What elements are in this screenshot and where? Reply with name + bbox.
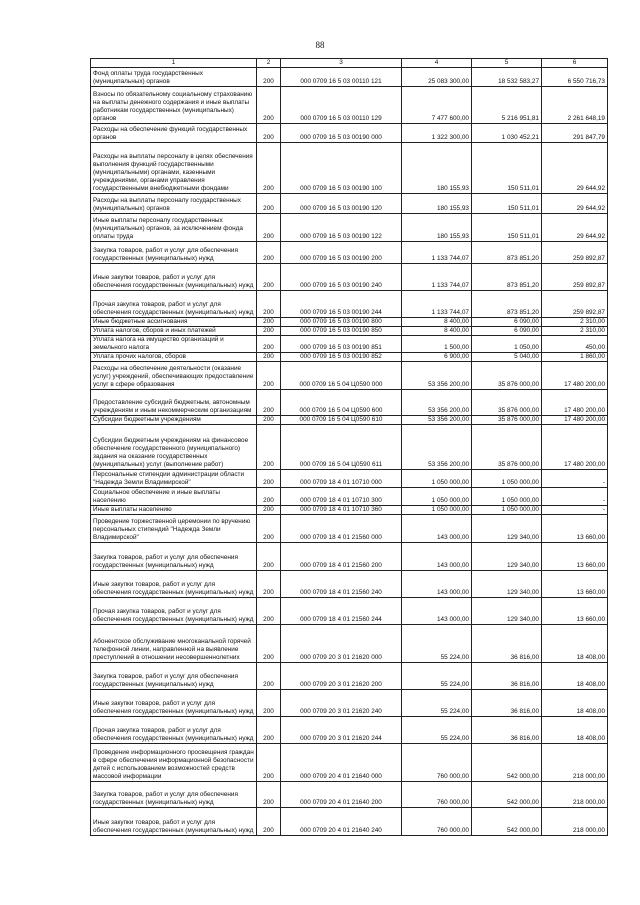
table-row [91, 327, 608, 336]
row-approved: 180 155,93 [402, 194, 472, 214]
table-row [91, 470, 608, 488]
header-col-2: 2 [257, 59, 281, 68]
row-name: Уплата прочих налогов, сборов [91, 353, 257, 362]
row-code: 200 [257, 318, 281, 327]
row-kbk: 000 0709 16 5 04 Ц0590 611 [281, 425, 402, 470]
row-unexecuted: 17 480 200,00 [542, 416, 608, 425]
table-row [91, 264, 608, 291]
table-row [91, 690, 608, 717]
table-row [91, 598, 608, 625]
row-unexecuted: 13 660,00 [542, 515, 608, 543]
row-approved: 180 155,93 [402, 143, 472, 194]
row-kbk: 000 0709 20 4 01 21640 200 [281, 782, 402, 808]
row-executed: 36 816,00 [472, 717, 542, 744]
row-code: 200 [257, 470, 281, 488]
table-row [91, 336, 608, 353]
row-name: Взносы по обязательному социальному страхованию на выплаты денежного содержания и иные выплаты работникам государственных (муниципальных) органов [91, 87, 257, 124]
row-name: Расходы на обеспечение деятельности (оказание услуг) учреждений, обеспечивающих предоставление услуг в сфере образования [91, 362, 257, 390]
row-unexecuted: 13 660,00 [542, 598, 608, 625]
row-kbk: 000 0709 16 5 03 00190 852 [281, 353, 402, 362]
row-code: 200 [257, 663, 281, 690]
row-approved: 143 000,00 [402, 598, 472, 625]
row-kbk: 000 0709 16 5 03 00190 851 [281, 336, 402, 353]
row-unexecuted: 218 000,00 [542, 782, 608, 808]
row-kbk: 000 0709 16 5 04 Ц0590 610 [281, 416, 402, 425]
row-name: Предоставление субсидий бюджетным, автономным учреждениям и иным некоммерческим организациям [91, 390, 257, 416]
row-name: Абонентское обслуживание многоканальной горячей телефонной линии, направленной на выявление преступлений в отношении несовершеннолетних [91, 625, 257, 663]
row-code: 200 [257, 571, 281, 598]
row-name: Иные выплаты населению [91, 506, 257, 515]
row-approved: 143 000,00 [402, 571, 472, 598]
row-kbk: 000 0709 20 3 01 21620 000 [281, 625, 402, 663]
header-col-6: 6 [542, 59, 608, 68]
table-row [91, 242, 608, 264]
table-row [91, 318, 608, 327]
row-executed: 873 851,20 [472, 264, 542, 291]
row-code: 200 [257, 214, 281, 242]
row-kbk: 000 0709 16 5 03 00190 240 [281, 264, 402, 291]
row-unexecuted: 450,00 [542, 336, 608, 353]
row-executed: 35 876 000,00 [472, 362, 542, 390]
row-executed: 873 851,20 [472, 291, 542, 318]
row-approved: 1 050 000,00 [402, 470, 472, 488]
row-executed: 542 000,00 [472, 808, 542, 836]
row-unexecuted: 218 000,00 [542, 744, 608, 782]
row-kbk: 000 0709 16 5 04 Ц0590 600 [281, 390, 402, 416]
row-kbk: 000 0709 16 5 03 00190 122 [281, 214, 402, 242]
row-executed: 36 816,00 [472, 690, 542, 717]
row-unexecuted: 259 892,87 [542, 291, 608, 318]
row-code: 200 [257, 194, 281, 214]
row-code: 200 [257, 625, 281, 663]
table-row [91, 143, 608, 194]
table-row [91, 782, 608, 808]
table-row [91, 124, 608, 143]
row-unexecuted: 29 644,92 [542, 194, 608, 214]
row-kbk: 000 0709 20 3 01 21620 244 [281, 717, 402, 744]
row-unexecuted: 291 847,79 [542, 124, 608, 143]
row-executed: 6 090,00 [472, 318, 542, 327]
row-unexecuted: - [542, 470, 608, 488]
row-code: 200 [257, 242, 281, 264]
row-executed: 35 876 000,00 [472, 416, 542, 425]
page-number: 88 [315, 40, 325, 50]
row-approved: 1 133 744,07 [402, 291, 472, 318]
row-approved: 760 000,00 [402, 744, 472, 782]
table-row [91, 291, 608, 318]
row-executed: 6 090,00 [472, 327, 542, 336]
table-row [91, 663, 608, 690]
row-approved: 53 356 200,00 [402, 416, 472, 425]
row-executed: 35 876 000,00 [472, 425, 542, 470]
row-unexecuted: 2 261 648,19 [542, 87, 608, 124]
table-row [91, 717, 608, 744]
row-approved: 53 356 200,00 [402, 425, 472, 470]
row-name: Прочая закупка товаров, работ и услуг для обеспечения государственных (муниципальных) нужд [91, 291, 257, 318]
row-kbk: 000 0709 20 3 01 21620 200 [281, 663, 402, 690]
row-unexecuted: 17 480 200,00 [542, 362, 608, 390]
row-name: Иные бюджетные ассигнования [91, 318, 257, 327]
header-col-4: 4 [402, 59, 472, 68]
row-code: 200 [257, 598, 281, 625]
row-executed: 1 030 452,21 [472, 124, 542, 143]
row-code: 200 [257, 690, 281, 717]
row-executed: 873 851,20 [472, 242, 542, 264]
row-name: Закупка товаров, работ и услуг для обеспечения государственных (муниципальных) нужд [91, 242, 257, 264]
row-approved: 1 322 300,00 [402, 124, 472, 143]
row-kbk: 000 0709 16 5 03 00190 200 [281, 242, 402, 264]
table-row [91, 353, 608, 362]
row-kbk: 000 0709 20 3 01 21620 240 [281, 690, 402, 717]
row-approved: 53 356 200,00 [402, 390, 472, 416]
row-unexecuted: 29 644,92 [542, 214, 608, 242]
row-approved: 8 400,00 [402, 327, 472, 336]
row-approved: 180 155,93 [402, 214, 472, 242]
row-unexecuted: 29 644,92 [542, 143, 608, 194]
row-name: Закупка товаров, работ и услуг для обеспечения государственных (муниципальных) нужд [91, 663, 257, 690]
table-row [91, 515, 608, 543]
row-name: Иные закупки товаров, работ и услуг для обеспечения государственных (муниципальных) нужд [91, 571, 257, 598]
row-executed: 1 050 000,00 [472, 506, 542, 515]
table-row [91, 425, 608, 470]
row-approved: 1 133 744,07 [402, 242, 472, 264]
row-executed: 150 511,01 [472, 214, 542, 242]
row-approved: 55 224,00 [402, 717, 472, 744]
row-name: Закупка товаров, работ и услуг для обеспечения государственных (муниципальных) нужд [91, 543, 257, 571]
row-name: Закупка товаров, работ и услуг для обеспечения государственных (муниципальных) нужд [91, 782, 257, 808]
row-name: Уплата налога на имущество организаций и земельного налога [91, 336, 257, 353]
row-name: Субсидии бюджетным учреждениям на финансовое обеспечение государственного (муниципального) задания на оказание государственных (муниципальных) услуг (выполнение работ) [91, 425, 257, 470]
row-unexecuted: 17 480 200,00 [542, 390, 608, 416]
table-row [91, 744, 608, 782]
row-unexecuted: 18 408,00 [542, 663, 608, 690]
row-name: Социальное обеспечение и иные выплаты населению [91, 488, 257, 506]
row-executed: 18 532 583,27 [472, 68, 542, 87]
row-kbk: 000 0709 16 5 03 00190 000 [281, 124, 402, 143]
row-code: 200 [257, 87, 281, 124]
table-row [91, 543, 608, 571]
row-executed: 542 000,00 [472, 744, 542, 782]
row-code: 200 [257, 327, 281, 336]
table-row [91, 808, 608, 836]
row-code: 200 [257, 362, 281, 390]
row-kbk: 000 0709 20 4 01 21640 000 [281, 744, 402, 782]
table-row [91, 68, 608, 87]
row-unexecuted: 18 408,00 [542, 625, 608, 663]
row-kbk: 000 0709 16 5 03 00190 120 [281, 194, 402, 214]
row-approved: 55 224,00 [402, 690, 472, 717]
row-code: 200 [257, 744, 281, 782]
table-row [91, 488, 608, 506]
row-kbk: 000 0709 16 5 03 00190 100 [281, 143, 402, 194]
row-code: 200 [257, 506, 281, 515]
row-executed: 36 816,00 [472, 663, 542, 690]
row-code: 200 [257, 336, 281, 353]
row-kbk: 000 0709 16 5 03 00190 800 [281, 318, 402, 327]
header-col-1: 1 [91, 59, 257, 68]
row-code: 200 [257, 390, 281, 416]
row-approved: 7 477 600,00 [402, 87, 472, 124]
row-code: 200 [257, 353, 281, 362]
row-code: 200 [257, 68, 281, 87]
row-code: 200 [257, 264, 281, 291]
table-row [91, 214, 608, 242]
row-executed: 150 511,01 [472, 143, 542, 194]
row-kbk: 000 0709 18 4 01 10710 000 [281, 470, 402, 488]
row-name: Фонд оплаты труда государственных (муниципальных) органов [91, 68, 257, 87]
row-name: Проведение торжественной церемонии по вручению персональных стипендий "Надежда Земли Владимирской" [91, 515, 257, 543]
row-code: 200 [257, 425, 281, 470]
row-kbk: 000 0709 20 4 01 21640 240 [281, 808, 402, 836]
table-row [91, 625, 608, 663]
row-code: 200 [257, 782, 281, 808]
row-executed: 5 040,00 [472, 353, 542, 362]
row-executed: 1 050 000,00 [472, 470, 542, 488]
row-unexecuted: 2 310,00 [542, 318, 608, 327]
row-kbk: 000 0709 16 5 03 00190 244 [281, 291, 402, 318]
row-approved: 1 133 744,07 [402, 264, 472, 291]
row-code: 200 [257, 416, 281, 425]
table-row [91, 362, 608, 390]
table-row [91, 506, 608, 515]
row-executed: 129 340,00 [472, 515, 542, 543]
row-unexecuted: 2 310,00 [542, 327, 608, 336]
row-kbk: 000 0709 16 5 03 00110 129 [281, 87, 402, 124]
row-name: Иные закупки товаров, работ и услуг для обеспечения государственных (муниципальных) нужд [91, 690, 257, 717]
row-approved: 1 050 000,00 [402, 506, 472, 515]
row-code: 200 [257, 143, 281, 194]
row-name: Расходы на обеспечение функций государственных органов [91, 124, 257, 143]
row-code: 200 [257, 291, 281, 318]
row-name: Субсидии бюджетным учреждениям [91, 416, 257, 425]
row-approved: 55 224,00 [402, 625, 472, 663]
row-approved: 25 083 300,00 [402, 68, 472, 87]
row-executed: 5 216 951,81 [472, 87, 542, 124]
row-name: Проведение информационного просвещения граждан в сфере обеспечения информационной безопасности детей с использованием возможностей средств массовой информации [91, 744, 257, 782]
row-approved: 1 500,00 [402, 336, 472, 353]
row-unexecuted: 1 860,00 [542, 353, 608, 362]
row-name: Персональные стипендии администрации области "Надежда Земли Владимирской" [91, 470, 257, 488]
row-unexecuted: 18 408,00 [542, 690, 608, 717]
row-approved: 143 000,00 [402, 515, 472, 543]
table-body [91, 68, 608, 836]
table-row [91, 390, 608, 416]
row-name: Расходы на выплаты персоналу государственных (муниципальных) органов [91, 194, 257, 214]
row-kbk: 000 0709 18 4 01 21560 244 [281, 598, 402, 625]
row-executed: 542 000,00 [472, 782, 542, 808]
table-row [91, 194, 608, 214]
row-executed: 36 816,00 [472, 625, 542, 663]
row-name: Прочая закупка товаров, работ и услуг для обеспечения государственных (муниципальных) нужд [91, 717, 257, 744]
row-name: Иные закупки товаров, работ и услуг для обеспечения государственных (муниципальных) нужд [91, 808, 257, 836]
row-unexecuted: 218 000,00 [542, 808, 608, 836]
row-name: Расходы на выплаты персоналу в целях обеспечения выполнения функций государственными (муниципальными) органами, казенными учреждениями, органами управления государственными внебюджетными фондами [91, 143, 257, 194]
row-approved: 143 000,00 [402, 543, 472, 571]
row-unexecuted: 13 660,00 [542, 571, 608, 598]
row-unexecuted: 18 408,00 [542, 717, 608, 744]
row-approved: 6 900,00 [402, 353, 472, 362]
row-kbk: 000 0709 18 4 01 10710 360 [281, 506, 402, 515]
row-name: Иные закупки товаров, работ и услуг для обеспечения государственных (муниципальных) нужд [91, 264, 257, 291]
table-row [91, 571, 608, 598]
row-approved: 1 050 000,00 [402, 488, 472, 506]
row-code: 200 [257, 515, 281, 543]
row-kbk: 000 0709 18 4 01 21560 240 [281, 571, 402, 598]
row-name: Иные выплаты персоналу государственных (муниципальных) органов, за исключением фонда оплаты труда [91, 214, 257, 242]
table-row [91, 416, 608, 425]
row-approved: 760 000,00 [402, 782, 472, 808]
row-name: Уплата налогов, сборов и иных платежей [91, 327, 257, 336]
row-kbk: 000 0709 16 5 03 00110 121 [281, 68, 402, 87]
budget-table [90, 58, 608, 836]
row-executed: 129 340,00 [472, 571, 542, 598]
row-code: 200 [257, 808, 281, 836]
row-executed: 1 050 000,00 [472, 488, 542, 506]
row-code: 200 [257, 488, 281, 506]
row-executed: 35 876 000,00 [472, 390, 542, 416]
row-code: 200 [257, 543, 281, 571]
row-code: 200 [257, 717, 281, 744]
header-row [91, 59, 608, 68]
row-executed: 150 511,01 [472, 194, 542, 214]
row-approved: 8 400,00 [402, 318, 472, 327]
row-approved: 53 356 200,00 [402, 362, 472, 390]
row-kbk: 000 0709 16 5 04 Ц0590 000 [281, 362, 402, 390]
header-col-5: 5 [472, 59, 542, 68]
row-kbk: 000 0709 16 5 03 00190 850 [281, 327, 402, 336]
row-unexecuted: 259 892,87 [542, 242, 608, 264]
row-unexecuted: 13 660,00 [542, 543, 608, 571]
row-kbk: 000 0709 18 4 01 10710 300 [281, 488, 402, 506]
row-unexecuted: 17 480 200,00 [542, 425, 608, 470]
row-approved: 55 224,00 [402, 663, 472, 690]
header-col-3: 3 [281, 59, 402, 68]
row-unexecuted: 259 892,87 [542, 264, 608, 291]
row-kbk: 000 0709 18 4 01 21560 200 [281, 543, 402, 571]
table-row [91, 87, 608, 124]
row-unexecuted: - [542, 488, 608, 506]
row-executed: 1 050,00 [472, 336, 542, 353]
row-unexecuted: - [542, 506, 608, 515]
row-approved: 760 000,00 [402, 808, 472, 836]
row-unexecuted: 6 550 716,73 [542, 68, 608, 87]
row-name: Прочая закупка товаров, работ и услуг для обеспечения государственных (муниципальных) нужд [91, 598, 257, 625]
row-executed: 129 340,00 [472, 543, 542, 571]
row-code: 200 [257, 124, 281, 143]
row-executed: 129 340,00 [472, 598, 542, 625]
row-kbk: 000 0709 18 4 01 21560 000 [281, 515, 402, 543]
